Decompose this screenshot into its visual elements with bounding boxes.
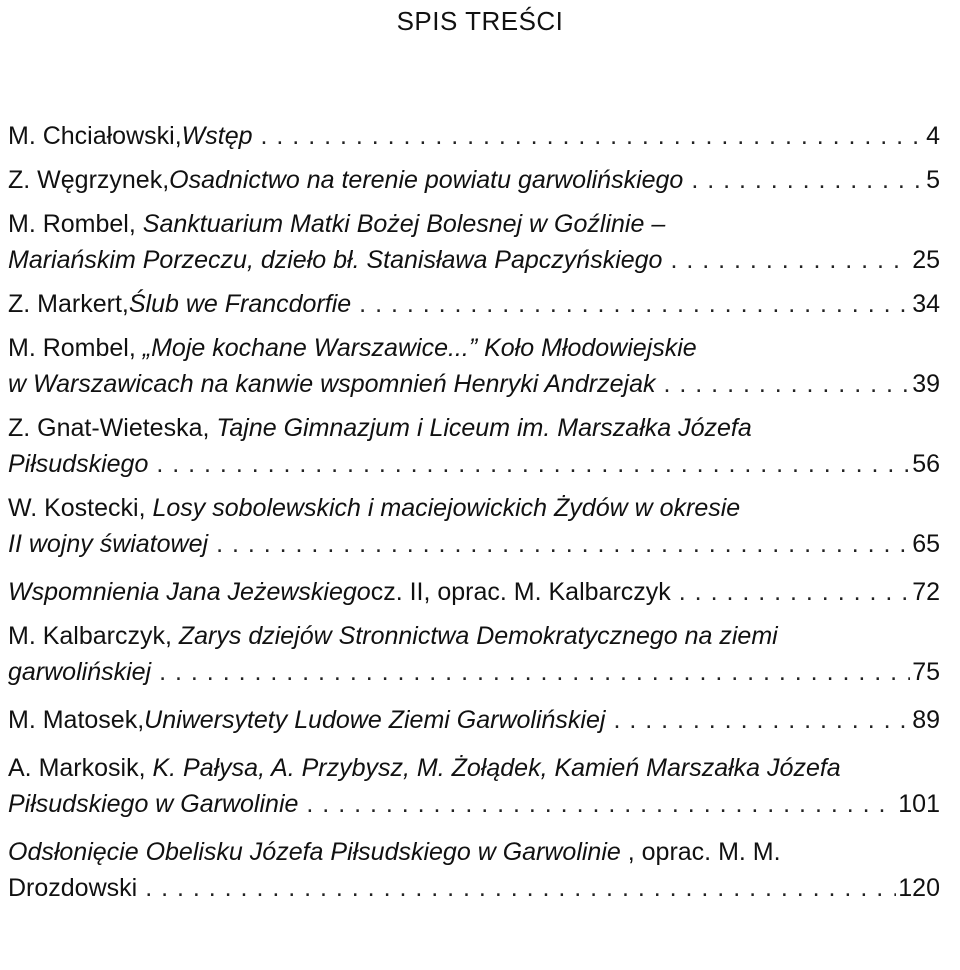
entry-title: Sanktuarium Matki Bożej Bolesnej w Goźlinie – — [142, 210, 666, 238]
dot-leader — [691, 162, 924, 198]
toc-line — [8, 206, 940, 242]
toc-entry — [8, 702, 940, 738]
dot-leader — [670, 242, 910, 278]
toc-line — [8, 366, 940, 402]
toc-entry — [8, 162, 940, 198]
toc-entry — [8, 834, 940, 906]
toc-entry — [8, 574, 940, 610]
toc-line — [8, 330, 940, 366]
entry-title: Zarys dziejów Stronnictwa Demokratycznego na ziemi — [178, 622, 778, 650]
toc-entry — [8, 490, 940, 562]
toc-entry — [8, 410, 940, 482]
entry-editor-continued: Drozdowski — [8, 874, 138, 902]
entry-title: „Moje kochane Warszawice...” Koło Młodowiejskie — [142, 334, 697, 362]
entry-title: Tajne Gimnazjum i Liceum im. Marszałka Józefa — [216, 414, 752, 442]
dot-leader — [359, 286, 910, 322]
toc-line — [8, 702, 940, 738]
toc-entry — [8, 618, 940, 690]
table-of-contents — [8, 118, 940, 906]
toc-line — [8, 286, 940, 322]
toc-line — [8, 490, 940, 526]
toc-line — [8, 618, 940, 654]
dot-leader — [145, 870, 896, 906]
dot-leader — [664, 366, 911, 402]
toc-entry — [8, 330, 940, 402]
toc-entry — [8, 286, 940, 322]
page-number: 75 — [912, 658, 940, 686]
entry-title: Osadnictwo na terenie powiatu garwolińskiego — [169, 166, 684, 194]
page-number: 101 — [898, 790, 940, 818]
entry-author: M. Rombel, — [8, 210, 143, 238]
dot-leader — [306, 786, 896, 822]
page-title: SPIS TREŚCI — [396, 6, 564, 36]
page-number: 25 — [912, 246, 940, 274]
page-number: 4 — [926, 122, 940, 150]
dot-leader — [679, 574, 910, 610]
page-number: 89 — [912, 706, 940, 734]
page-number: 5 — [926, 166, 940, 194]
toc-line — [8, 786, 940, 822]
entry-title: Odsłonięcie Obelisku Józefa Piłsudskiego w Garwolinie — [8, 838, 621, 866]
dot-leader — [261, 118, 925, 154]
dot-leader — [159, 654, 910, 690]
entry-author: Z. Markert, — [8, 290, 129, 318]
toc-line — [8, 118, 940, 154]
page-number: 39 — [912, 370, 940, 398]
entry-title: Wspomnienia Jana Jeżewskiego — [8, 578, 371, 606]
toc-line — [8, 654, 940, 690]
dot-leader — [613, 702, 910, 738]
page-number: 56 — [912, 450, 940, 478]
page-number: 34 — [912, 290, 940, 318]
entry-title-continued: II wojny światowej — [8, 530, 209, 558]
toc-entry — [8, 118, 940, 154]
toc-line — [8, 526, 940, 562]
entry-author: A. Markosik, — [8, 754, 153, 782]
entry-author: Z. Gnat-Wieteska, — [8, 414, 217, 442]
toc-line — [8, 162, 940, 198]
toc-line — [8, 750, 940, 786]
entry-title: Wstęp — [181, 122, 253, 150]
toc-line — [8, 574, 940, 610]
entry-title: Ślub we Francdorfie — [128, 290, 352, 318]
entry-title-continued: w Warszawicach na kanwie wspomnień Henryki Andrzejak — [8, 370, 656, 398]
entry-editor: , oprac. M. M. — [627, 838, 781, 866]
page-number: 120 — [898, 874, 940, 902]
entry-title: Uniwersytety Ludowe Ziemi Garwolińskiej — [144, 706, 606, 734]
entry-author: M. Matosek, — [8, 706, 145, 734]
entry-title: K. Pałysa, A. Przybysz, M. Żołądek, Kamień Marszałka Józefa — [152, 754, 841, 782]
toc-line — [8, 410, 940, 446]
toc-line — [8, 834, 940, 870]
entry-title-continued: Piłsudskiego w Garwolinie — [8, 790, 299, 818]
toc-line — [8, 446, 940, 482]
entry-author: M. Chciałowski, — [8, 122, 182, 150]
entry-title-continued: garwolińskiej — [8, 658, 152, 686]
entry-editor: cz. II, oprac. M. Kalbarczyk — [370, 578, 671, 606]
page-number: 72 — [912, 578, 940, 606]
entry-author: Z. Węgrzynek, — [8, 166, 170, 194]
entry-author: M. Rombel, — [8, 334, 143, 362]
page-number: 65 — [912, 530, 940, 558]
toc-line — [8, 242, 940, 278]
entry-title-continued: Mariańskim Porzeczu, dzieło bł. Stanisława Papczyńskiego — [8, 246, 663, 274]
entry-author: W. Kostecki, — [8, 494, 153, 522]
toc-entry — [8, 750, 940, 822]
entry-title-continued: Piłsudskiego — [8, 450, 149, 478]
toc-line — [8, 870, 940, 906]
dot-leader — [156, 446, 910, 482]
entry-author: M. Kalbarczyk, — [8, 622, 179, 650]
entry-title: Losy sobolewskich i maciejowickich Żydów w okresie — [152, 494, 741, 522]
toc-entry — [8, 206, 940, 278]
dot-leader — [216, 526, 910, 562]
